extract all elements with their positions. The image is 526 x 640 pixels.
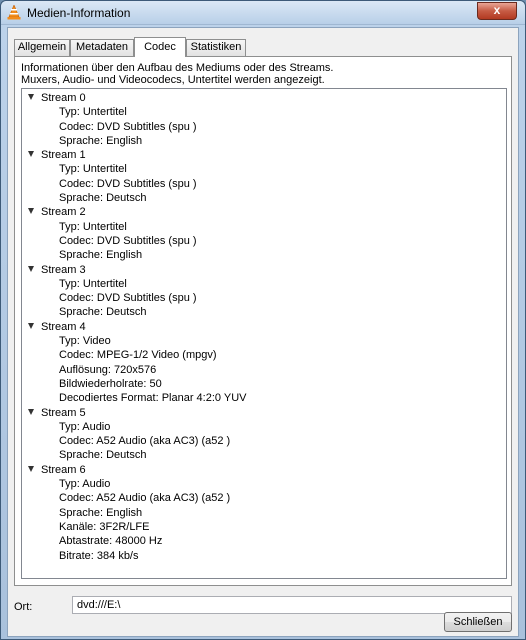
dialog-body xyxy=(7,27,519,637)
codec-description xyxy=(21,62,333,86)
stream-property: Codec: DVD Subtitles (spu ) xyxy=(59,292,197,305)
stream-header[interactable] xyxy=(22,205,506,219)
stream-label: Stream 1 xyxy=(41,149,86,162)
stream-property: Bildwiederholrate: 50 xyxy=(59,377,162,390)
stream-property: Typ: Untertitel xyxy=(59,106,127,119)
stream-property: Codec: DVD Subtitles (spu ) xyxy=(59,120,197,133)
close-button[interactable]: Schließen xyxy=(444,612,512,632)
stream-property: Typ: Video xyxy=(59,335,111,348)
expand-arrow-icon[interactable] xyxy=(28,151,34,157)
stream-node xyxy=(22,463,506,563)
stream-property: Codec: A52 Audio (aka AC3) (a52 ) xyxy=(59,492,231,505)
title-bar[interactable] xyxy=(1,1,525,25)
stream-header[interactable] xyxy=(22,320,506,334)
tab-statistiken[interactable]: Statistiken xyxy=(186,39,246,56)
stream-node xyxy=(22,205,506,262)
expand-arrow-icon[interactable] xyxy=(28,466,34,472)
tab-codec[interactable]: Codec xyxy=(134,37,186,57)
stream-property: Sprache: Deutsch xyxy=(59,192,147,205)
stream-node xyxy=(22,406,506,463)
stream-label: Stream 0 xyxy=(41,92,86,104)
expand-arrow-icon[interactable] xyxy=(28,409,34,415)
stream-header[interactable] xyxy=(22,406,506,420)
stream-property: Bitrate: 384 kb/s xyxy=(59,549,139,562)
vlc-cone-icon xyxy=(7,5,21,20)
location-field[interactable]: dvd:///E:\ xyxy=(72,596,512,614)
expand-arrow-icon[interactable] xyxy=(28,94,34,100)
stream-property: Abtastrate: 48000 Hz xyxy=(59,535,163,548)
stream-property: Sprache: Deutsch xyxy=(59,449,147,462)
location-label: Ort: xyxy=(14,601,33,613)
stream-header[interactable] xyxy=(22,463,506,477)
stream-property: Kanäle: 3F2R/LFE xyxy=(59,520,150,533)
stream-header[interactable] xyxy=(22,148,506,162)
codec-tab-panel xyxy=(14,56,512,586)
stream-label: Stream 4 xyxy=(41,320,86,333)
stream-label: Stream 2 xyxy=(41,206,86,219)
stream-node xyxy=(22,263,506,320)
stream-property: Codec: DVD Subtitles (spu ) xyxy=(59,177,197,190)
stream-property: Typ: Audio xyxy=(59,420,111,433)
stream-node xyxy=(22,148,506,205)
tab-metadaten[interactable]: Metadaten xyxy=(70,39,134,56)
stream-property: Typ: Untertitel xyxy=(59,220,127,233)
stream-node xyxy=(22,91,506,148)
stream-tree[interactable] xyxy=(21,88,507,579)
stream-property: Typ: Untertitel xyxy=(59,163,127,176)
stream-property: Typ: Audio xyxy=(59,478,111,491)
tab-allgemein[interactable]: Allgemein xyxy=(14,39,70,56)
stream-property: Sprache: English xyxy=(59,134,143,147)
stream-property: Sprache: Deutsch xyxy=(59,306,147,319)
stream-tree-list xyxy=(22,89,506,563)
stream-property: Auflösung: 720x576 xyxy=(59,363,157,376)
window-title: Medien-Information xyxy=(27,6,131,20)
expand-arrow-icon[interactable] xyxy=(28,208,34,214)
stream-property: Sprache: English xyxy=(59,506,143,519)
stream-label: Stream 3 xyxy=(41,263,86,276)
stream-property: Decodiertes Format: Planar 4:2:0 YUV xyxy=(59,392,247,405)
stream-header[interactable] xyxy=(22,263,506,277)
stream-property: Codec: DVD Subtitles (spu ) xyxy=(59,234,197,247)
expand-arrow-icon[interactable] xyxy=(28,323,34,329)
stream-property: Codec: A52 Audio (aka AC3) (a52 ) xyxy=(59,435,231,448)
stream-property: Sprache: English xyxy=(59,249,143,262)
stream-label: Stream 5 xyxy=(41,406,86,419)
description-line: Informationen über den Aufbau des Mediums oder des Streams. xyxy=(21,62,334,74)
stream-property: Typ: Untertitel xyxy=(59,277,127,290)
stream-node xyxy=(22,320,506,406)
stream-label: Stream 6 xyxy=(41,463,86,476)
window-close-button[interactable]: x xyxy=(477,2,517,20)
stream-property: Codec: MPEG-1/2 Video (mpgv) xyxy=(59,349,217,362)
expand-arrow-icon[interactable] xyxy=(28,266,34,272)
description-line: Muxers, Audio- und Videocodecs, Untertitel werden angezeigt. xyxy=(21,74,325,86)
stream-header[interactable] xyxy=(22,91,506,105)
